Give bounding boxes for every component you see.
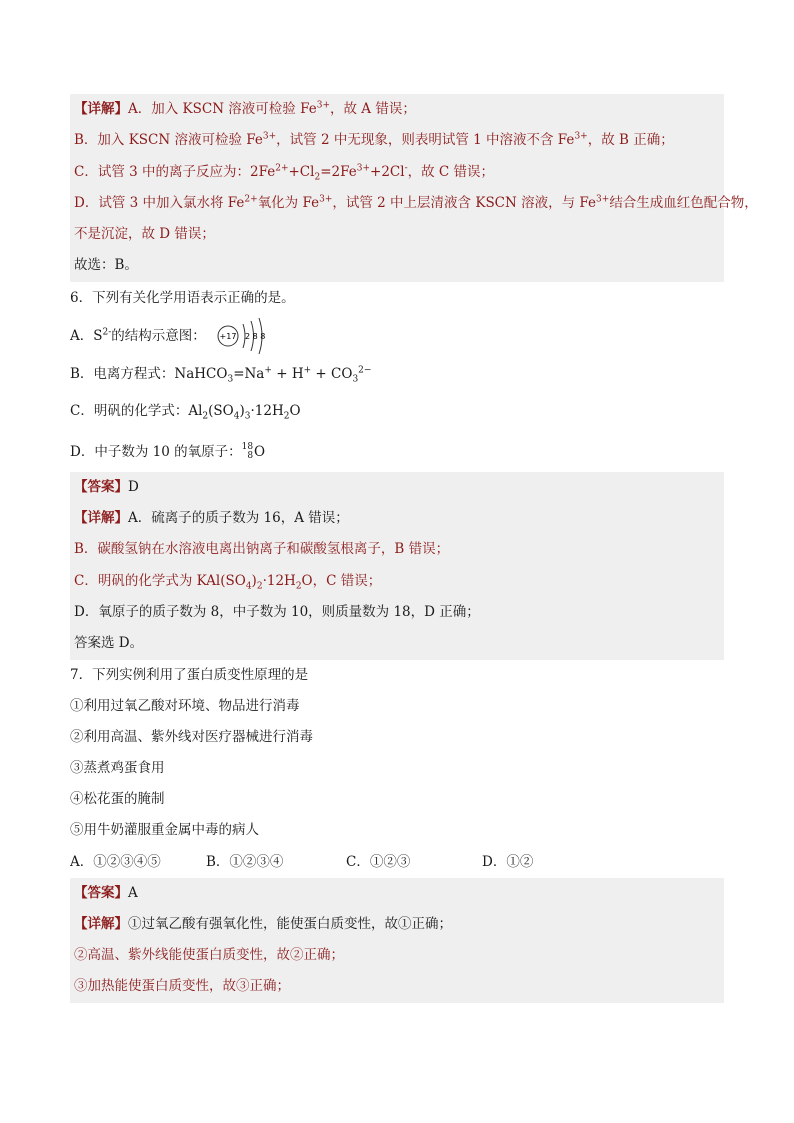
detail-text: ①过氧乙酸有强氧化性，能使蛋白质变性，故①正确； [128,915,452,932]
q7-answer [70,878,724,909]
detail-text: C．试管 3 中的离子反应为：2Fe [74,163,276,180]
detail-text: C．明矾的化学式为 KAl(SO [74,572,246,589]
subscript: 2 [256,581,263,592]
q6-detail-c [70,566,724,597]
answer-value: A [128,884,138,901]
option-text: A．S [70,327,103,344]
option-text: ·12H [250,402,284,419]
q6-option-d [70,432,724,472]
q5-detail-b [70,125,724,156]
detail-text: O，C 错误； [301,572,382,589]
superscript: + [264,365,272,376]
q6-detail-b: B．碳酸氢钠在水溶液电离出钠离子和碳酸氢根离子，B 错误； [74,541,450,558]
q7-option-d: D．①② [482,853,534,870]
q7-item-1: ①利用过氧乙酸对环境、物品进行消毒 [70,697,300,714]
option-text: O [289,402,301,419]
shell-electron-labels: 2 8 8 [245,332,266,342]
answer-value: D [128,478,139,495]
q6-stem: 6．下列有关化学用语表示正确的是。 [70,289,295,306]
option-text: + H [271,365,304,382]
q7-option-c: C．①②③ [346,853,411,870]
option-text: B．电离方程式：NaHCO [70,365,228,382]
subscript: 2 [295,581,302,592]
subscript: 2 [283,411,290,422]
subscript: 2 [314,172,321,183]
q7-detail-3: ③加热能使蛋白质变性，故③正确； [74,978,290,995]
superscript: + [303,365,312,376]
q7-item-2: ②利用高温、紫外线对医疗器械进行消毒 [70,728,313,745]
subscript: 4 [245,581,252,592]
detail-text: 氧化为 Fe [257,194,320,211]
mass-number: 18 [241,442,254,453]
atom-structure-diagram [216,316,276,356]
q5-detail-d-line2: 不是沉淀，故 D 错误； [74,226,215,243]
detail-text: D．试管 3 中加入氯水将 Fe [74,194,245,211]
option-text: + CO [311,365,353,382]
q7-answer-box [70,878,724,1003]
q5-detail-c [70,157,724,188]
superscript: 3+ [319,194,333,205]
q6-answer [70,472,724,503]
q7-item-5: ⑤用牛奶灌服重金属中毒的病人 [70,821,259,838]
option-text: 的结构示意图： [111,327,206,344]
detail-tag: 【详解】 [74,101,128,117]
detail-tag: 【详解】 [74,915,128,932]
q6-answer-box [70,472,724,660]
superscript: 2+ [275,163,289,174]
superscript: - [404,163,408,174]
q7-item-4: ④松花蛋的腌制 [70,790,165,807]
option-text: =Na [233,365,265,382]
superscript: 2+ [244,194,258,205]
superscript: 2− [358,365,372,376]
q6-option-b [70,358,724,390]
subscript: 2 [202,411,209,422]
q6-option-c [70,390,724,432]
q5-detail-a [70,94,724,125]
q5-conclusion: 故选：B。 [74,257,138,274]
superscript: 2- [102,327,112,338]
option-text: C．明矾的化学式：Al [70,402,203,419]
superscript: 3+ [574,131,588,142]
detail-text: ，故 A 错误； [330,101,416,117]
subscript: 4 [233,411,240,422]
nuclide-notation [242,443,253,461]
superscript: 3+ [356,163,371,174]
q7-option-b: B．①②③④ [206,853,284,870]
detail-text: ·12H [262,572,296,589]
detail-text: +2Cl [370,163,405,180]
option-text: ) [239,402,245,419]
detail-text: ，试管 2 中无现象，则表明试管 1 中溶液不含 Fe [276,132,575,149]
subscript: 3 [244,411,251,422]
q6-conclusion: 答案选 D。 [74,635,144,652]
detail-text: A．加入 KSCN 溶液可检验 Fe [128,101,317,117]
subscript: 3 [352,374,359,385]
document-page [70,94,758,1003]
atomic-number: 8 [247,451,254,462]
q7-options [70,846,724,878]
nucleus-label: +17 [219,332,237,342]
option-text: (SO [208,402,234,419]
q7-option-a: A．①②③④⑤ [70,853,161,870]
q6-detail-d: D．氧原子的质子数为 8，中子数为 10，则质量数为 18，D 正确； [74,603,480,620]
q7-item-3: ③蒸煮鸡蛋食用 [70,759,165,776]
answer-tag: 【答案】 [74,478,128,495]
q5-detail-box [70,94,758,282]
detail-text: +Cl [288,163,315,180]
q7-detail-2: ②高温、紫外线能使蛋白质变性，故②正确； [74,947,344,964]
q7-detail-1 [70,909,724,940]
answer-tag: 【答案】 [74,884,128,901]
superscript: 3+ [262,131,277,142]
q7-stem: 7．下列实例利用了蛋白质变性原理的是 [70,666,309,683]
detail-text: ) [251,572,257,589]
detail-text: B．加入 KSCN 溶液可检验 Fe [74,132,263,149]
detail-text: ，故 B 正确； [587,132,674,149]
q6-detail-a [70,503,724,534]
detail-text: ，试管 2 中上层清液含 KSCN 溶液，与 Fe [332,194,597,211]
q6-option-a [70,314,724,358]
detail-text: =2Fe [320,163,357,180]
superscript: 3+ [596,194,610,205]
element-symbol: O [254,443,266,460]
subscript: 3 [227,374,234,385]
detail-text: 结合生成血红色配合物， [609,194,758,211]
detail-text: A．硫离子的质子数为 16，A 错误； [128,510,349,527]
q5-detail-d [70,188,758,219]
option-text: D．中子数为 10 的氧原子： [70,443,242,460]
detail-text: ，故 C 错误； [407,163,495,180]
superscript: 3+ [316,100,330,111]
detail-tag: 【详解】 [74,510,128,527]
